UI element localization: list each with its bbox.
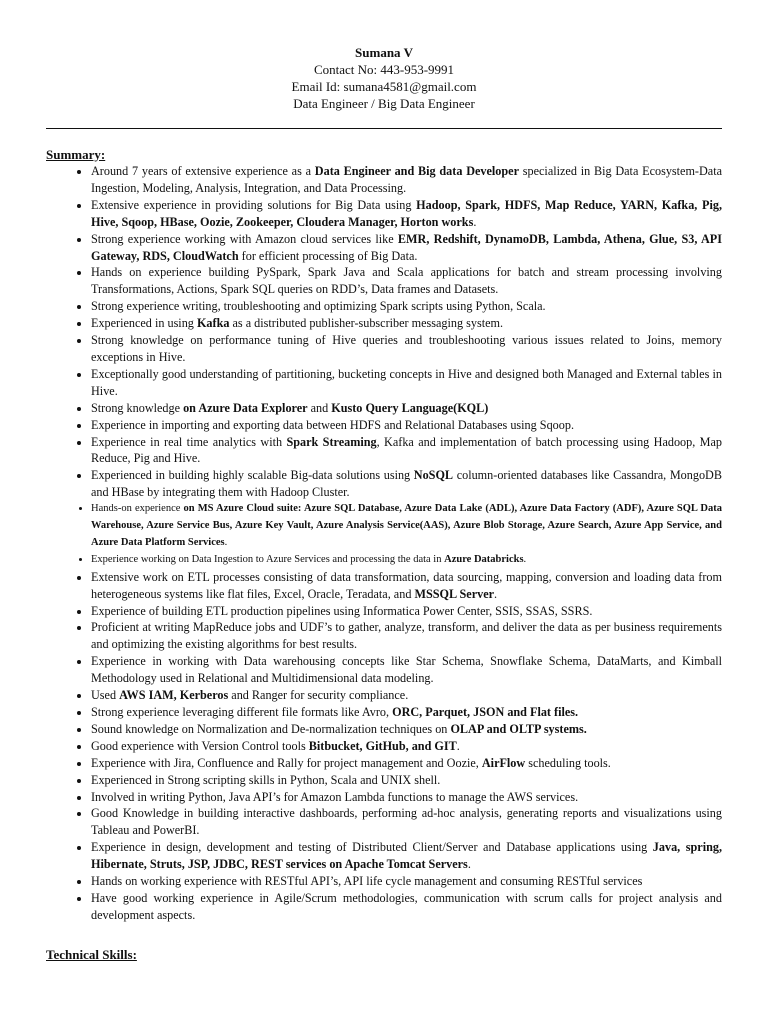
- summary-item-text: Good Knowledge in building interactive dashboards, performing ad-hoc analysis, generating reports and visualizations using Tableau and PowerBI.: [91, 806, 722, 838]
- summary-item: [91, 569, 722, 603]
- summary-item-bold-text: Kafka: [196, 316, 230, 331]
- summary-item: [91, 603, 722, 620]
- summary-item-text: Experience in working with Data warehousing concepts like Star Schema, Snowflake Schema, DataMarts, and Kimball Methodology used in Relational and Multidimensional data modeling.: [91, 654, 722, 686]
- summary-item-text: Experience working on Data Ingestion to Azure Services and processing the data in: [91, 553, 445, 565]
- summary-item-text: .: [456, 738, 460, 753]
- summary-item-text: Strong knowledge: [91, 400, 184, 415]
- summary-item-bold-text: Data Engineer and Big data Developer: [314, 164, 519, 178]
- summary-item-text: Extensive work on ETL processes consisting of data transformation, data sourcing, mapping, conversion and loading data from heterogeneous systems like flat files, Excel, Oracle, Teradata, and: [91, 569, 722, 601]
- summary-item: [91, 721, 722, 738]
- summary-item-text: Hands on experience building PySpark, Spark Java and Scala applications for batch and stream processing involving Transformations, Actions, Spark SQL queries on RDD’s, Data frames and Datasets.: [91, 265, 722, 297]
- summary-item: [91, 467, 722, 501]
- summary-item: [91, 434, 722, 468]
- summary-item-text: .: [473, 214, 477, 229]
- header-divider: [46, 128, 722, 129]
- summary-item: [91, 755, 722, 772]
- summary-item: [91, 873, 722, 890]
- summary-item-text: Strong experience leveraging different file formats like Avro,: [91, 705, 393, 719]
- summary-item-bold-text: OLAP and OLTP systems.: [450, 721, 587, 736]
- summary-item-text: scheduling tools.: [525, 755, 611, 770]
- summary-item-text: Experienced in using: [91, 316, 197, 331]
- summary-item-text: Experienced in Strong scripting skills in Python, Scala and UNIX shell.: [91, 772, 441, 787]
- summary-item-text: Experience in real time analytics with: [91, 434, 287, 449]
- summary-item-text: Have good working experience in Agile/Scrum methodologies, communication with scrum calls for project analysis and development aspects.: [91, 890, 722, 922]
- summary-item: [91, 315, 722, 332]
- summary-item-bold-text: Kusto Query Language(KQL): [331, 400, 489, 415]
- summary-item-bold-text: ORC, Parquet, JSON and Flat files.: [392, 705, 579, 719]
- summary-item: [91, 417, 722, 434]
- summary-item-bold-text: AirFlow: [481, 755, 526, 770]
- summary-item-text: Experience in design, development and testing of Distributed Client/Server and Database applications using: [91, 840, 653, 855]
- summary-item-text: Extensive experience in providing solutions for Big Data using: [91, 197, 417, 212]
- summary-item: [91, 805, 722, 839]
- summary-item: [91, 163, 722, 197]
- resume-header: [0, 44, 768, 112]
- summary-item: [91, 653, 722, 687]
- summary-item-text: and: [307, 400, 332, 415]
- summary-item: [91, 772, 722, 789]
- summary-item-text: and Ranger for security compliance.: [228, 688, 409, 703]
- summary-item: [91, 738, 722, 755]
- summary-item-bold-text: Spark Streaming: [286, 434, 377, 449]
- summary-item-text: .: [494, 586, 498, 601]
- summary-item-text: Strong experience working with Amazon cloud services like: [91, 231, 398, 246]
- summary-item: [91, 619, 722, 653]
- summary-item-text: Good experience with Version Control tools: [91, 738, 309, 753]
- summary-item-text: Proficient at writing MapReduce jobs and UDF’s to gather, analyze, transform, and deliver the data as per business requirements and optimizing the existing algorithms for best results.: [91, 620, 722, 652]
- summary-item-text: specialized in Big Data Ecosystem-Data Ingestion, Modeling, Analysis, Integration, and Data Processing.: [91, 164, 722, 195]
- summary-item: [91, 501, 722, 552]
- summary-item-bold-text: Hadoop, Spark, HDFS, Map Reduce, YARN, Kafka, Pig, Hive, Sqoop, HBase, Oozie, Zookeeper, Cloudera Manager, Horton works: [91, 197, 723, 229]
- summary-item-text: for efficient processing of Big Data.: [238, 248, 418, 263]
- summary-item-bold-text: Bitbucket, GitHub, and GIT: [308, 738, 457, 753]
- email-address: Email Id: sumana4581@gmail.com: [291, 79, 477, 94]
- summary-item: [91, 552, 722, 569]
- summary-item-text: Experienced in building highly scalable Big-data solutions using: [91, 468, 414, 483]
- summary-item-text: .: [467, 857, 471, 872]
- summary-item-bold-text: AWS IAM, Kerberos: [119, 688, 229, 703]
- job-title: Data Engineer / Big Data Engineer: [293, 96, 475, 111]
- summary-item-text: Hands on working experience with RESTful API’s, API life cycle management and consuming RESTful services: [91, 874, 643, 889]
- summary-item-bold-text: NoSQL: [413, 468, 454, 483]
- summary-item-text: Hands-on experience: [91, 503, 184, 515]
- summary-item: [91, 400, 722, 417]
- summary-heading: Summary:: [46, 147, 106, 162]
- summary-item: [91, 264, 722, 298]
- summary-item-text: Strong knowledge on performance tuning of Hive queries and troubleshooting various issues related to Joins, memory exceptions in Hive.: [91, 333, 722, 364]
- candidate-name: Sumana V: [355, 45, 413, 60]
- summary-item-text: Around 7 years of extensive experience as a: [91, 164, 315, 178]
- summary-item-bold-text: on Azure Data Explorer: [183, 400, 308, 415]
- summary-item-text: Strong experience writing, troubleshooting and optimizing Spark scripts using Python, Scala.: [91, 299, 546, 314]
- summary-item: [91, 332, 722, 366]
- summary-item: [91, 231, 722, 265]
- summary-list: [62, 163, 722, 924]
- summary-item-text: .: [523, 553, 527, 565]
- summary-item-bold-text: on MS Azure Cloud suite: Azure SQL Database, Azure Data Lake (ADL), Azure Data Factory (ADF), Azure SQL Data Warehouse, Azure Service Bus, Azure Key Vault, Azure Analysis Service(AAS), Azure Blob Storage, Azure Search, Azure App Service, and Azure Data Platform Services: [91, 503, 722, 548]
- summary-item: [91, 704, 722, 721]
- summary-item: [91, 197, 722, 231]
- summary-item-text: as a distributed publisher-subscriber messaging system.: [229, 316, 504, 331]
- summary-item-bold-text: EMR, Redshift, DynamoDB, Lambda, Athena, Glue, S3, API Gateway, RDS, CloudWatch: [91, 231, 722, 263]
- summary-item-text: Exceptionally good understanding of partitioning, bucketing concepts in Hive and designed both Managed and External tables in Hive.: [91, 366, 722, 398]
- summary-item-text: Involved in writing Python, Java API’s for Amazon Lambda functions to manage the AWS services.: [91, 789, 579, 804]
- summary-item: [91, 687, 722, 704]
- summary-item-text: Experience in importing and exporting data between HDFS and Relational Databases using Sqoop.: [91, 417, 574, 432]
- contact-number: Contact No: 443-953-9991: [313, 62, 455, 77]
- technical-skills-heading: Technical Skills:: [46, 947, 137, 962]
- summary-item: [91, 298, 722, 315]
- summary-item-text: Sound knowledge on Normalization and De-normalization techniques on: [91, 721, 451, 736]
- summary-item-bold-text: Java, spring, Hibernate, Struts, JSP, JDBC, REST services on Apache Tomcat Servers: [91, 840, 722, 872]
- summary-item: [91, 890, 722, 924]
- summary-item-bold-text: MSSQL Server: [414, 586, 495, 601]
- summary-item-text: column-oriented databases like Cassandra, MongoDB and HBase by integrating them with Hadoop Cluster.: [91, 468, 722, 500]
- summary-item-text: .: [224, 536, 228, 548]
- summary-item-text: Experience of building ETL production pipelines using Informatica Power Center, SSIS, SSAS, SSRS.: [91, 603, 593, 618]
- summary-item-bold-text: Azure Databricks: [444, 553, 524, 565]
- summary-item: [91, 366, 722, 400]
- summary-item-text: Used: [91, 688, 120, 703]
- summary-item: [91, 839, 722, 873]
- summary-item-text: , Kafka and implementation of batch processing using Hadoop, Map Reduce, Pig and Hive.: [91, 434, 722, 466]
- summary-item: [91, 789, 722, 806]
- summary-item-text: Experience with Jira, Confluence and Rally for project management and Oozie,: [91, 755, 482, 770]
